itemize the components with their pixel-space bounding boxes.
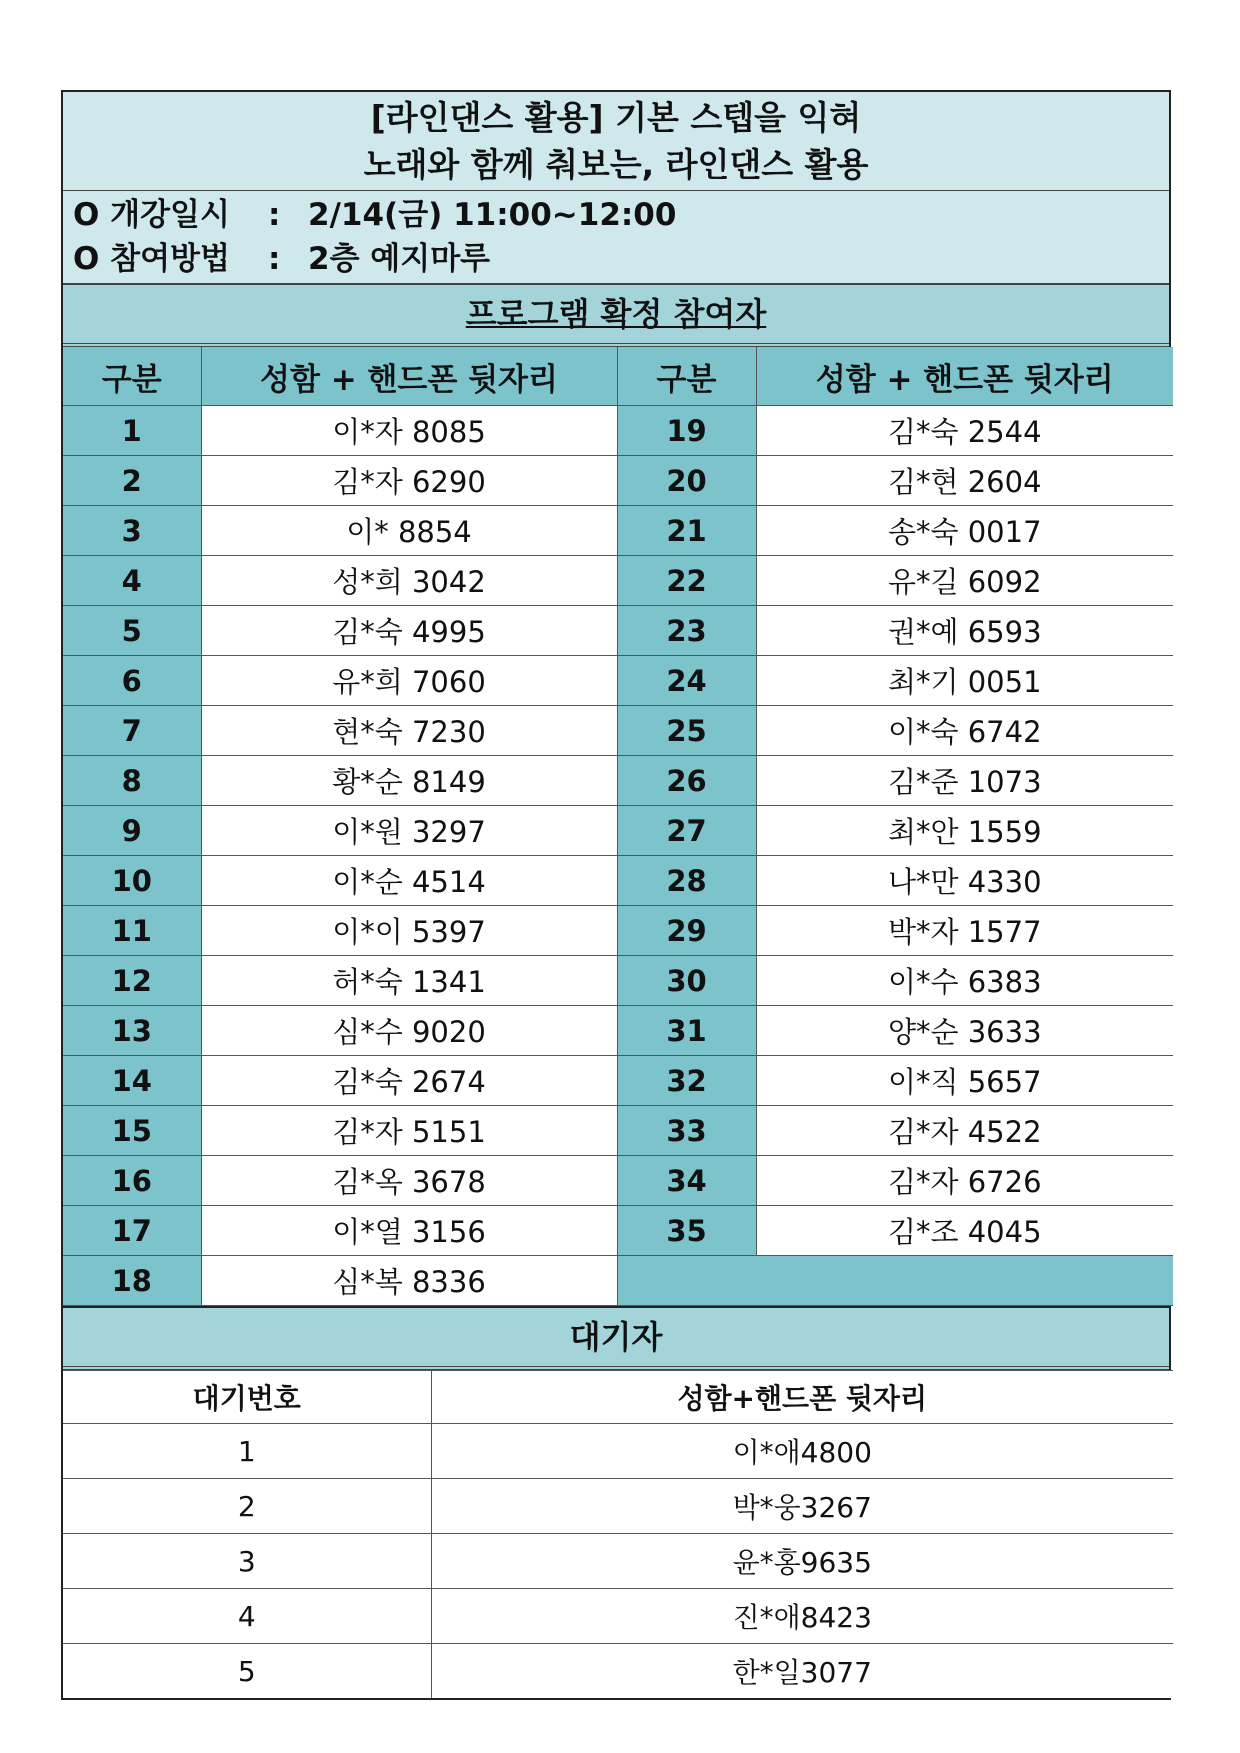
participant-number: 2 xyxy=(63,456,201,506)
participant-name: 김*자 4522 xyxy=(756,1106,1173,1156)
document xyxy=(61,90,1171,1700)
waitlist-row xyxy=(63,1589,1173,1644)
table-row xyxy=(63,956,1173,1006)
col-header-no-left: 구분 xyxy=(63,347,201,406)
col-header-name-left: 성함 + 핸드폰 뒷자리 xyxy=(201,347,617,406)
schedule-value: 2/14(금) 11:00~12:00 xyxy=(308,197,677,233)
participant-number: 6 xyxy=(63,656,201,706)
participant-name: 유*길 6092 xyxy=(756,556,1173,606)
participant-name: 양*순 3633 xyxy=(756,1006,1173,1056)
participant-name: 김*준 1073 xyxy=(756,756,1173,806)
participant-name: 김*숙 2544 xyxy=(756,406,1173,456)
empty-cell xyxy=(617,1256,1173,1306)
participant-name: 최*안 1559 xyxy=(756,806,1173,856)
participant-name: 이*숙 6742 xyxy=(756,706,1173,756)
waitlist-row xyxy=(63,1479,1173,1534)
table-row xyxy=(63,806,1173,856)
participant-number: 29 xyxy=(617,906,756,956)
participant-number: 33 xyxy=(617,1106,756,1156)
participant-name: 심*복 8336 xyxy=(201,1256,617,1306)
table-row xyxy=(63,556,1173,606)
waitlist-name: 진*애8423 xyxy=(431,1589,1173,1644)
participant-number: 34 xyxy=(617,1156,756,1206)
participant-name: 심*수 9020 xyxy=(201,1006,617,1056)
participant-name: 이*순 4514 xyxy=(201,856,617,906)
participant-name: 김*자 5151 xyxy=(201,1106,617,1156)
participant-number: 11 xyxy=(63,906,201,956)
participant-number: 35 xyxy=(617,1206,756,1256)
method-colon: : xyxy=(268,241,281,277)
waitlist-col-name: 성함+핸드폰 뒷자리 xyxy=(431,1371,1173,1424)
participant-number: 26 xyxy=(617,756,756,806)
participant-number: 15 xyxy=(63,1106,201,1156)
participant-name: 김*숙 2674 xyxy=(201,1056,617,1106)
waitlist-number: 3 xyxy=(63,1534,431,1589)
participant-name: 김*자 6290 xyxy=(201,456,617,506)
confirmed-table xyxy=(63,347,1173,1306)
participant-number: 18 xyxy=(63,1256,201,1306)
participant-number: 20 xyxy=(617,456,756,506)
table-row xyxy=(63,856,1173,906)
participant-number: 13 xyxy=(63,1006,201,1056)
participant-number: 3 xyxy=(63,506,201,556)
participant-number: 12 xyxy=(63,956,201,1006)
confirmed-heading-text: 프로그램 확정 참여자 xyxy=(465,295,767,333)
waitlist-name: 한*일3077 xyxy=(431,1644,1173,1699)
participant-name: 김*현 2604 xyxy=(756,456,1173,506)
participant-name: 권*예 6593 xyxy=(756,606,1173,656)
participant-number: 19 xyxy=(617,406,756,456)
waitlist-col-no: 대기번호 xyxy=(63,1371,431,1424)
participant-name: 이*자 8085 xyxy=(201,406,617,456)
title-line-1: [라인댄스 활용] 기본 스텝을 익혀 xyxy=(370,98,862,137)
participant-number: 24 xyxy=(617,656,756,706)
participant-name: 송*숙 0017 xyxy=(756,506,1173,556)
table-row xyxy=(63,1006,1173,1056)
participant-name: 최*기 0051 xyxy=(756,656,1173,706)
participant-name: 이*열 3156 xyxy=(201,1206,617,1256)
waitlist-name: 박*웅3267 xyxy=(431,1479,1173,1534)
participant-name: 허*숙 1341 xyxy=(201,956,617,1006)
table-row xyxy=(63,506,1173,556)
participant-number: 30 xyxy=(617,956,756,1006)
participant-name: 나*만 4330 xyxy=(756,856,1173,906)
waitlist-heading xyxy=(63,1306,1169,1370)
participant-number: 10 xyxy=(63,856,201,906)
table-row xyxy=(63,456,1173,506)
table-row xyxy=(63,1106,1173,1156)
table-row xyxy=(63,706,1173,756)
participant-name: 김*자 6726 xyxy=(756,1156,1173,1206)
participant-name: 김*옥 3678 xyxy=(201,1156,617,1206)
waitlist-number: 1 xyxy=(63,1424,431,1479)
participant-name: 이*수 6383 xyxy=(756,956,1173,1006)
table-row xyxy=(63,406,1173,456)
confirmed-heading xyxy=(63,285,1169,347)
table-row xyxy=(63,606,1173,656)
participant-name: 박*자 1577 xyxy=(756,906,1173,956)
participant-name: 이*이 5397 xyxy=(201,906,617,956)
schedule-colon: : xyxy=(268,197,281,233)
participant-number: 16 xyxy=(63,1156,201,1206)
participant-number: 5 xyxy=(63,606,201,656)
participant-number: 1 xyxy=(63,406,201,456)
participant-number: 25 xyxy=(617,706,756,756)
participant-name: 황*순 8149 xyxy=(201,756,617,806)
participant-name: 이* 8854 xyxy=(201,506,617,556)
participant-name: 이*직 5657 xyxy=(756,1056,1173,1106)
waitlist-number: 2 xyxy=(63,1479,431,1534)
method-row xyxy=(73,237,1159,281)
col-header-name-right: 성함 + 핸드폰 뒷자리 xyxy=(756,347,1173,406)
participant-number: 14 xyxy=(63,1056,201,1106)
waitlist-number: 4 xyxy=(63,1589,431,1644)
participant-name: 유*희 7060 xyxy=(201,656,617,706)
table-row xyxy=(63,1256,1173,1306)
participant-number: 17 xyxy=(63,1206,201,1256)
participant-name: 김*숙 4995 xyxy=(201,606,617,656)
waitlist-name: 윤*홍9635 xyxy=(431,1534,1173,1589)
waitlist-table xyxy=(63,1370,1173,1698)
participant-number: 22 xyxy=(617,556,756,606)
participant-number: 27 xyxy=(617,806,756,856)
method-label: O 참여방법 xyxy=(73,241,230,277)
participant-number: 32 xyxy=(617,1056,756,1106)
schedule-label: O 개강일시 xyxy=(73,197,230,233)
participant-name: 김*조 4045 xyxy=(756,1206,1173,1256)
table-row xyxy=(63,1056,1173,1106)
table-row xyxy=(63,906,1173,956)
participant-number: 23 xyxy=(617,606,756,656)
waitlist-table-header xyxy=(63,1371,1173,1424)
document-title xyxy=(63,92,1169,191)
schedule-row xyxy=(73,193,1159,237)
table-row xyxy=(63,756,1173,806)
participant-number: 7 xyxy=(63,706,201,756)
participant-number: 9 xyxy=(63,806,201,856)
confirmed-table-header xyxy=(63,347,1173,406)
program-info xyxy=(63,191,1169,285)
method-value: 2층 예지마루 xyxy=(308,241,491,277)
waitlist-number: 5 xyxy=(63,1644,431,1699)
waitlist-row xyxy=(63,1534,1173,1589)
participant-number: 4 xyxy=(63,556,201,606)
waitlist-row xyxy=(63,1644,1173,1699)
waitlist-row xyxy=(63,1424,1173,1479)
participant-number: 8 xyxy=(63,756,201,806)
table-row xyxy=(63,1156,1173,1206)
participant-number: 31 xyxy=(617,1006,756,1056)
title-line-2: 노래와 함께 춰보는, 라인댄스 활용 xyxy=(363,145,869,184)
table-row xyxy=(63,656,1173,706)
col-header-no-right: 구분 xyxy=(617,347,756,406)
participant-name: 현*숙 7230 xyxy=(201,706,617,756)
waitlist-heading-text: 대기자 xyxy=(569,1318,663,1356)
table-row xyxy=(63,1206,1173,1256)
waitlist-name: 이*애4800 xyxy=(431,1424,1173,1479)
participant-name: 이*원 3297 xyxy=(201,806,617,856)
participant-number: 28 xyxy=(617,856,756,906)
participant-number: 21 xyxy=(617,506,756,556)
participant-name: 성*희 3042 xyxy=(201,556,617,606)
